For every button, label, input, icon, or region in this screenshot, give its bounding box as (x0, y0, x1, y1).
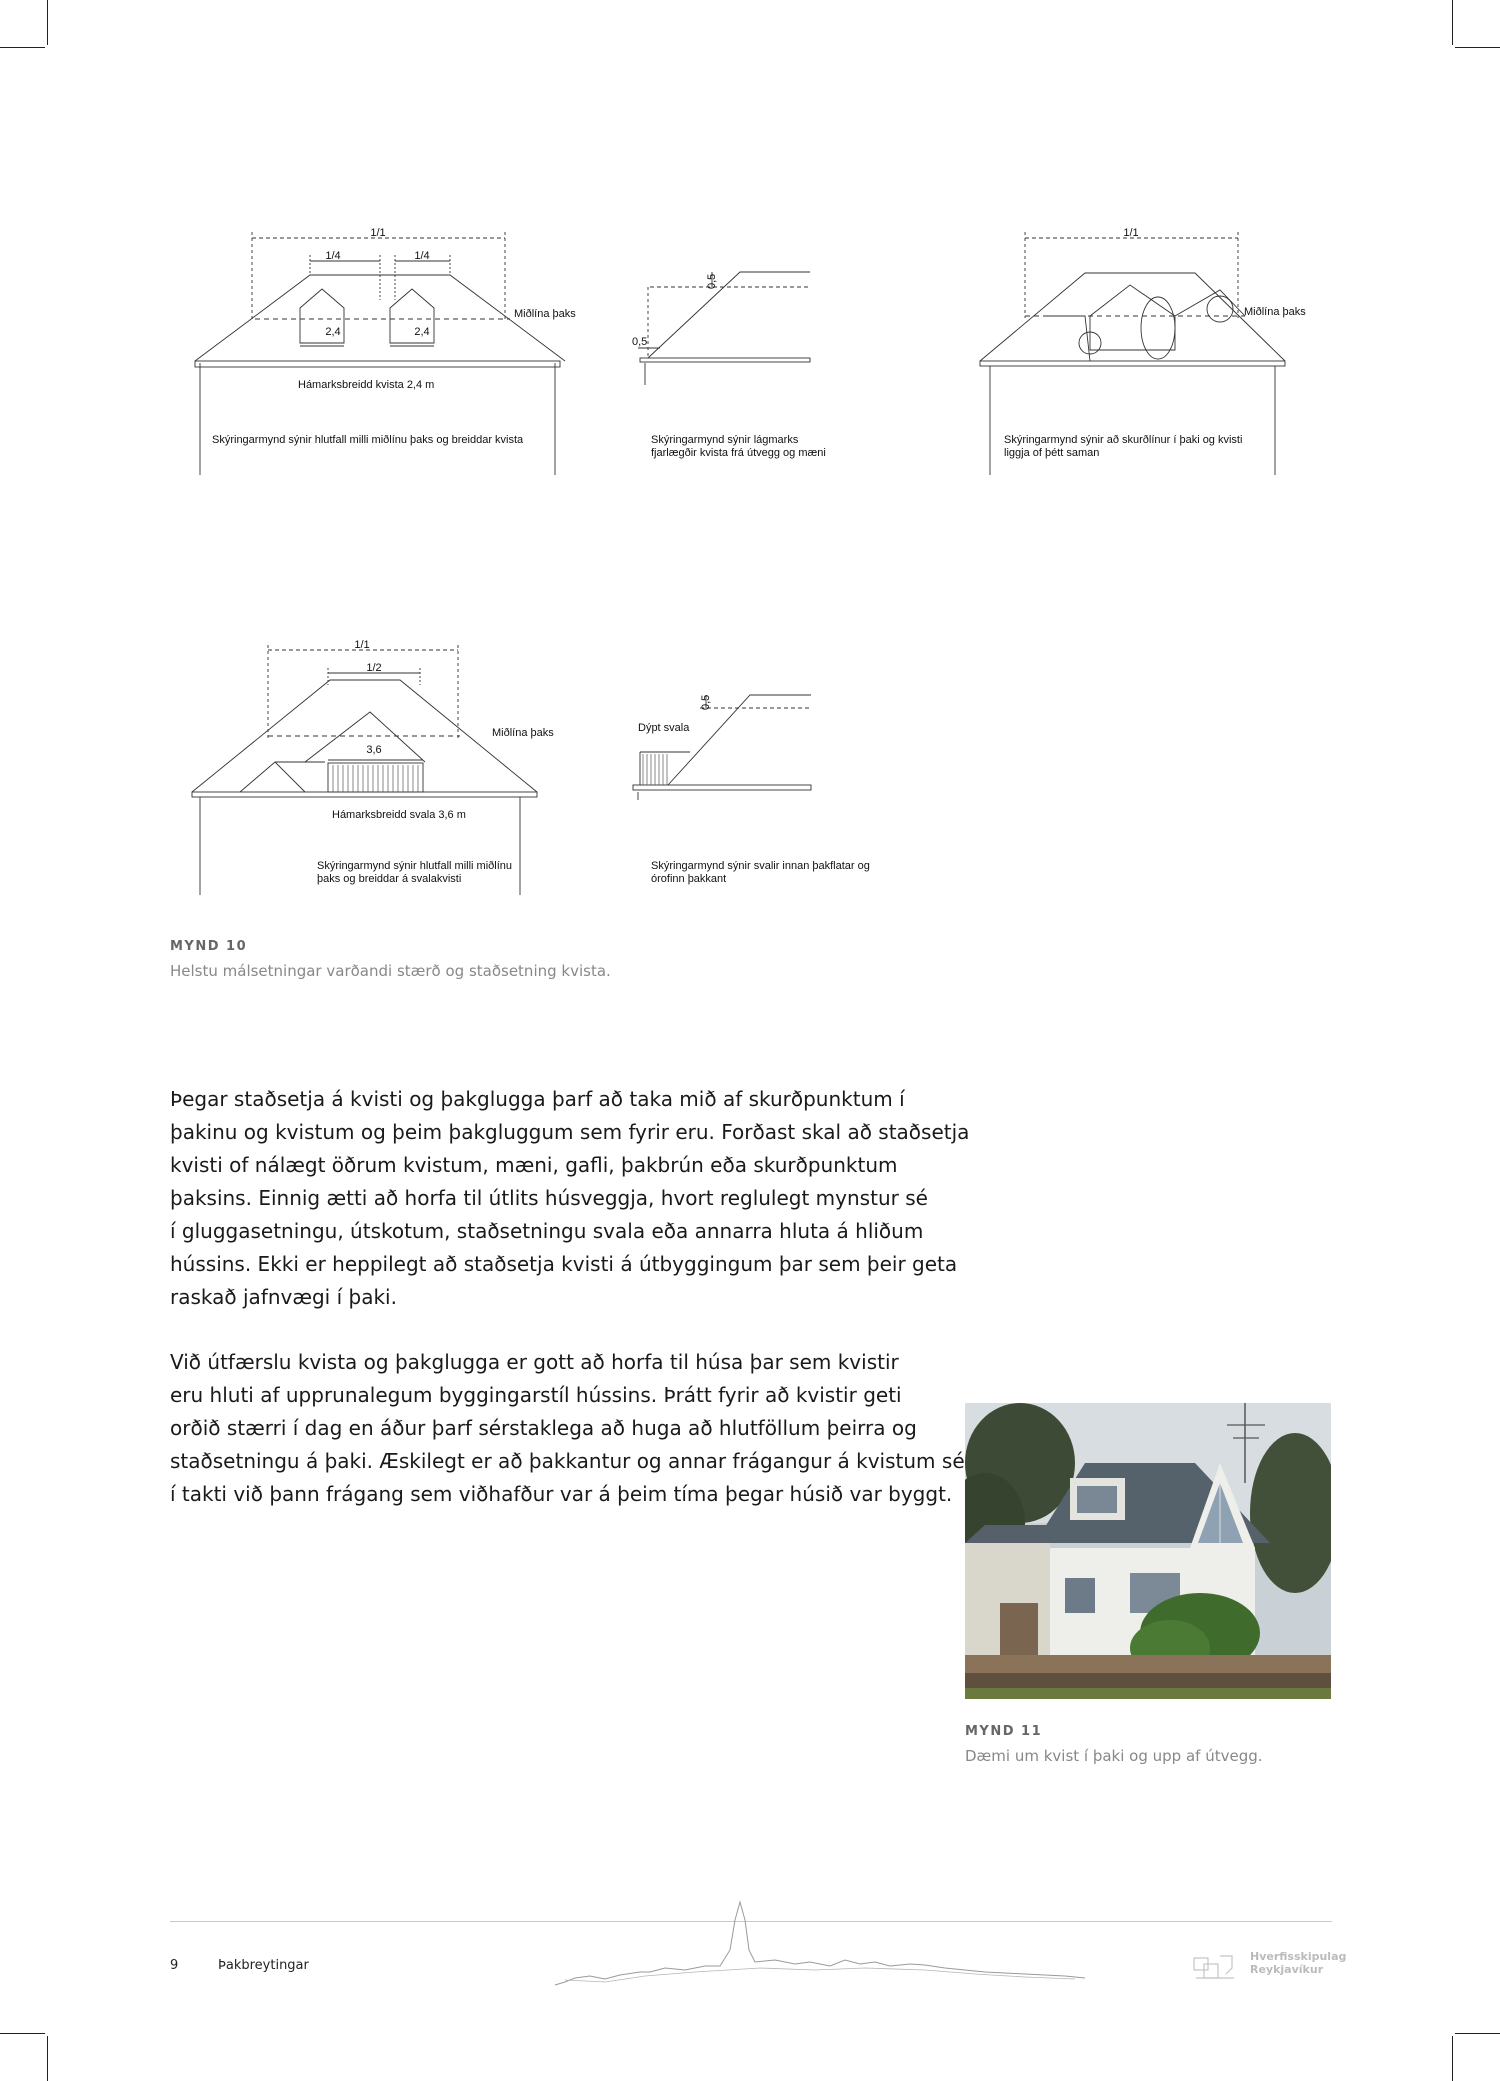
d1-dim-right: 1/4 (414, 250, 430, 262)
crop-mark-bottom-right-h (1455, 2033, 1500, 2034)
logo-line-2: Reykjavíkur (1250, 1963, 1324, 1976)
d5-depth-label: Dýpt svala (638, 722, 690, 734)
body-paragraph-2 (170, 1346, 965, 1511)
diagram-4-drawing (192, 645, 537, 895)
paragraph-1-line: í gluggasetningu, útskotum, staðsetningu svala eða annarra hluta á hliðum (170, 1219, 924, 1243)
d4-midline-label: Miðlína þaks (492, 727, 554, 739)
logo-line-1: Hverfisskipulag (1250, 1950, 1347, 1963)
figure-11-label: MYND 11 (965, 1724, 1043, 1739)
paragraph-1-line: kvisti of nálægt öðrum kvistum, mæni, gafli, þakbrún eða skurðpunktum (170, 1153, 898, 1177)
paragraph-2-line: staðsetningu á þaki. Æskilegt er að þakkantur og annar frágangur á kvistum sé (170, 1449, 965, 1473)
d2-caption-line2: fjarlægðir kvista frá útvegg og mæni (651, 447, 826, 459)
d5-dim-vertical: 0,5 (700, 694, 712, 710)
d4-max-width-label: Hámarksbreidd svala 3,6 m (332, 809, 466, 821)
d1-dim-top: 1/1 (370, 227, 386, 239)
figure-10-caption: Helstu málsetningar varðandi stærð og staðsetning kvista. (170, 962, 611, 980)
crop-mark-bottom-left-h (0, 2033, 45, 2034)
paragraph-2-line: eru hluti af upprunalegum byggingarstíl hússins. Þrátt fyrir að kvistir geti (170, 1383, 902, 1407)
d4-caption-line2: þaks og breiddar á svalakvisti (317, 873, 462, 885)
d3-dim-top: 1/1 (1123, 227, 1139, 239)
paragraph-2-line: orðið stærri í dag en áður þarf sérstaklega að huga að hlutföllum þeirra og (170, 1416, 917, 1440)
d4-dim-top: 1/1 (354, 639, 370, 651)
logo-text (1250, 1950, 1346, 1976)
d2-dim-vertical: 0,5 (706, 273, 718, 289)
d3-caption-line2: liggja of þétt saman (1004, 447, 1100, 459)
crop-mark-bottom-left-v (47, 2036, 48, 2081)
diagram-2-drawing (638, 272, 810, 385)
document-title: Þakbreytingar (218, 1958, 309, 1973)
paragraph-1-line: raskað jafnvægi í þaki. (170, 1285, 397, 1309)
figure-10-label: MYND 10 (170, 939, 248, 954)
d5-caption-line1: Skýringarmynd sýnir svalir innan þakflatar og (651, 860, 870, 872)
paragraph-2-line: Við útfærslu kvista og þakglugga er gott að horfa til húsa þar sem kvistir (170, 1350, 899, 1374)
crop-mark-bottom-right-v (1452, 2036, 1453, 2081)
house-photo (965, 1403, 1331, 1699)
d5-caption-line2: órofinn þakkant (651, 873, 727, 885)
figure-11-caption: Dæmi um kvist í þaki og upp af útvegg. (965, 1747, 1263, 1765)
skyline-illustration (545, 1880, 1145, 1990)
paragraph-2-line: í takti við þann frágang sem viðhafður var á þeim tíma þegar húsið var byggt. (170, 1482, 953, 1506)
d1-width-left: 2,4 (325, 326, 341, 338)
diagram-5-drawing (633, 695, 811, 800)
d1-max-width-label: Hámarksbreidd kvista 2,4 m (298, 379, 435, 391)
d1-dim-left: 1/4 (325, 250, 341, 262)
paragraph-1-line: þaksins. Einnig ætti að horfa til útlits húsveggja, hvort reglulegt mynstur sé (170, 1186, 928, 1210)
d4-width: 3,6 (366, 744, 382, 756)
paragraph-1-line: þakinu og kvistum og þeim þakgluggum sem fyrir eru. Forðast skal að staðsetja (170, 1120, 970, 1144)
d2-dim-horizontal: 0,5 (632, 336, 648, 348)
paragraph-1-line: hússins. Ekki er heppilegt að staðsetja kvisti á útbyggingum þar sem þeir geta (170, 1252, 958, 1276)
d4-dim-inner: 1/2 (366, 662, 382, 674)
d3-midline-label: Miðlína þaks (1244, 306, 1306, 318)
figure-10-diagrams (0, 0, 1500, 920)
d1-midline-label: Miðlína þaks (514, 308, 576, 320)
d1-caption: Skýringarmynd sýnir hlutfall milli miðlínu þaks og breiddar kvista (212, 434, 524, 446)
d3-caption-line1: Skýringarmynd sýnir að skurðlínur í þaki og kvisti (1004, 434, 1243, 446)
d1-width-right: 2,4 (414, 326, 430, 338)
body-paragraph-1 (170, 1083, 970, 1314)
page-number: 9 (170, 1958, 179, 1973)
paragraph-1-line: Þegar staðsetja á kvisti og þakglugga þarf að taka mið af skurðpunktum í (170, 1087, 905, 1111)
d2-caption-line1: Skýringarmynd sýnir lágmarks (651, 434, 799, 446)
logo-icon (1190, 1948, 1240, 1988)
d4-caption-line1: Skýringarmynd sýnir hlutfall milli miðlínu (317, 860, 513, 872)
